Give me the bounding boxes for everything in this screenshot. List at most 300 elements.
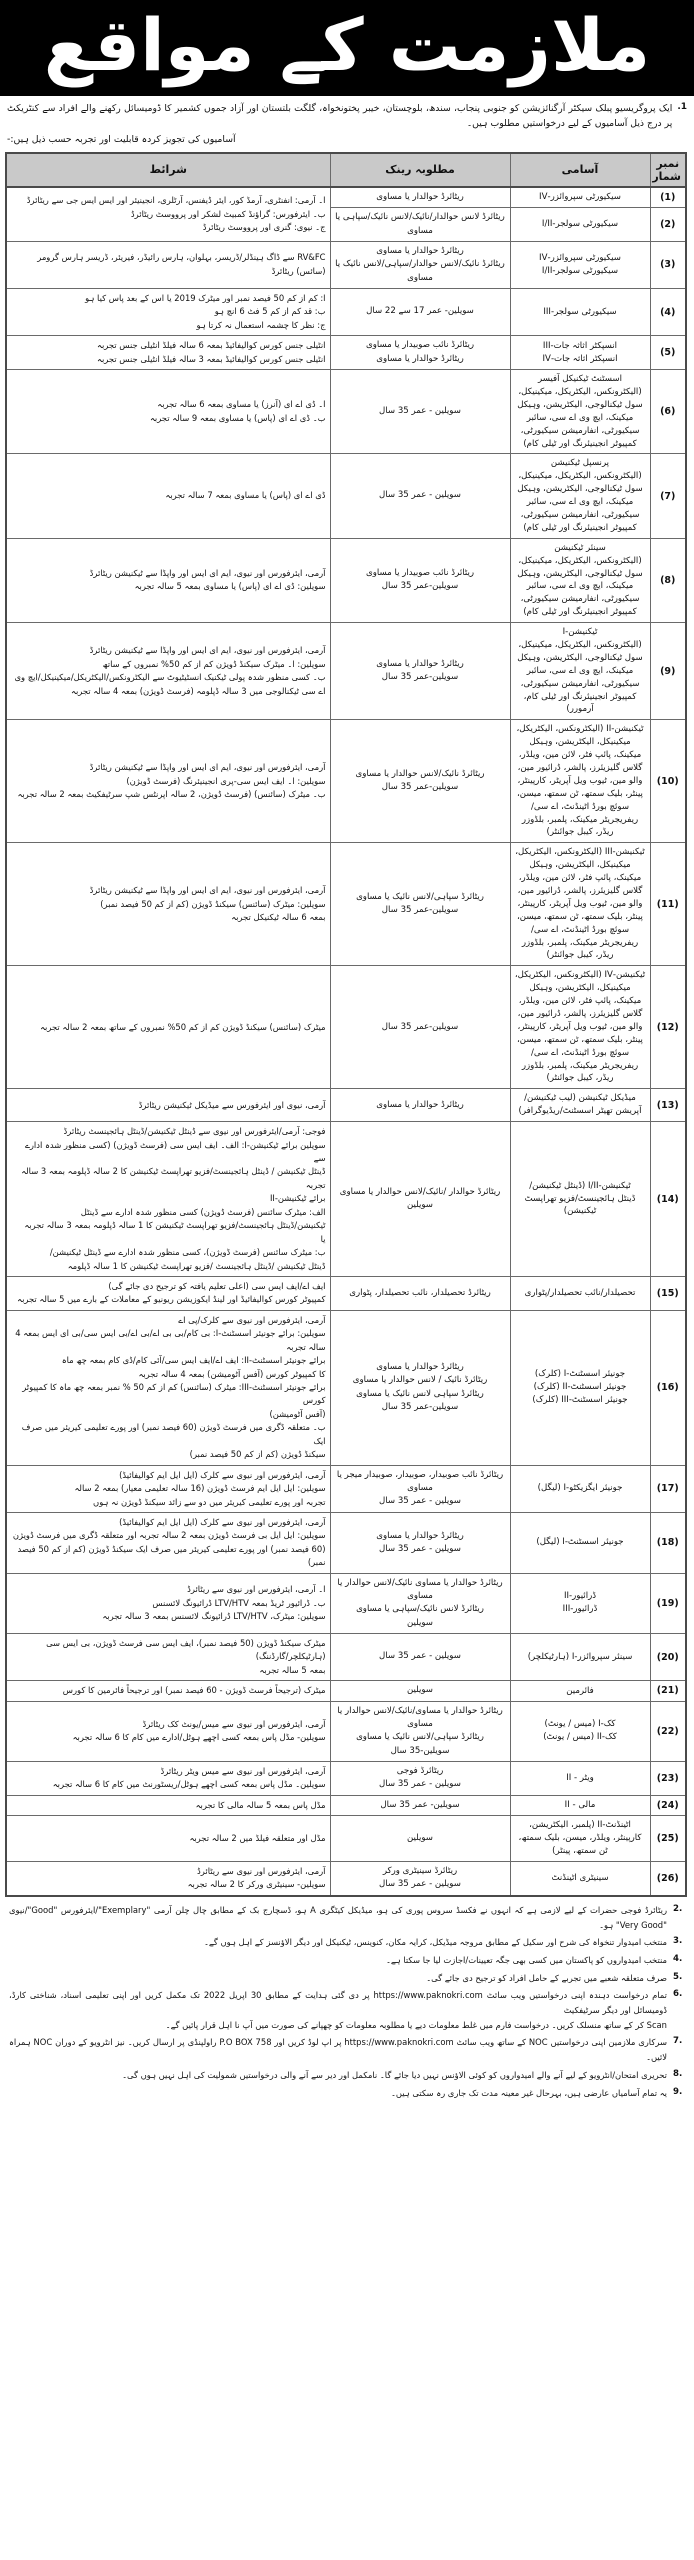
cell-post	[510, 370, 650, 454]
cell-post-line: فائرمین	[566, 1685, 594, 1696]
footer-note-text	[9, 1953, 667, 1968]
cell-serial: (12)	[650, 966, 686, 1089]
cell-serial: (24)	[650, 1795, 686, 1815]
cell-rank-line: ریٹائرڈ نائب صوبیدار یا مساوی	[365, 340, 475, 351]
cell-post-line: کک-II (میس / یونٹ)	[543, 1732, 617, 1743]
cell-rank-line: سویلین	[406, 1832, 433, 1843]
cell-serial: (5)	[650, 336, 686, 370]
footer-note	[9, 1953, 685, 1968]
cell-post-line: سیکیورٹی سولجر-I/II	[541, 219, 619, 230]
cell-post	[510, 336, 650, 370]
cell-post-line: سینئر ٹیکنیشن	[554, 542, 606, 553]
cell-conditions	[6, 1861, 330, 1895]
cell-post-line: ٹیکنیشن-I	[562, 627, 598, 638]
cell-conditions-line: ا۔ آرمی، ایئرفورس اور نیوی سے ریٹائرڈ	[187, 1584, 326, 1595]
footer-note-number: 9.	[673, 2086, 683, 2097]
cell-serial: (16)	[650, 1310, 686, 1465]
table-row	[6, 1276, 686, 1310]
table-row	[6, 1681, 686, 1701]
cell-serial: (3)	[650, 241, 686, 288]
cell-conditions-line: آرمی، نیوی اور ایئرفورس سے میڈیکل ٹیکنیشن ریٹائرڈ	[138, 1099, 326, 1110]
cell-serial: (23)	[650, 1761, 686, 1795]
cell-conditions-line: میٹرک (سائنس) سیکنڈ ڈویژن کم از کم 50% نمبروں کے ساتھ بمعہ 2 سالہ تجربہ	[40, 1021, 326, 1032]
cell-rank-line: سویلین - عمر 35 سال	[379, 490, 461, 501]
cell-conditions-line: ب۔ کسی منظور شدہ پولی ٹیکنیک انسٹیٹیوٹ سے الیکٹرونکس/الیکٹریکل/میکینیکل/ایچ وی اے سی ٹیکنالوجی میں 3 سالہ ڈپلومہ (فرسٹ ڈویژن) بمعہ 4 سالہ تجربہ	[14, 672, 326, 696]
cell-serial: (7)	[650, 454, 686, 538]
table-row	[6, 1512, 686, 1573]
cell-post-line: انسپکٹر اثاثہ جات-III	[542, 340, 618, 351]
cell-post-line: سینیٹری اٹینڈنٹ	[551, 1872, 609, 1883]
cell-post	[510, 1276, 650, 1310]
cell-rank	[330, 966, 510, 1089]
cell-rank-line: ریٹائرڈ حوالدار یا مساوی نائیک/لانس حوالدار یا مساوی	[337, 1577, 503, 1602]
cell-serial: (22)	[650, 1701, 686, 1761]
cell-conditions-line: ب۔ ڈی اے ای (پاس) یا مساوی بمعہ 9 سالہ تجربہ	[149, 412, 326, 423]
cell-rank-line: سویلین - عمر 35 سال	[379, 1496, 461, 1507]
cell-rank-line: سویلین - عمر 35 سال	[379, 1651, 461, 1662]
cell-serial: (10)	[650, 720, 686, 843]
cell-post-line: کک-I (میس / یونٹ)	[544, 1719, 616, 1730]
cell-rank	[330, 1861, 510, 1895]
table-row	[6, 336, 686, 370]
cell-conditions	[6, 1122, 330, 1277]
cell-post-line: ڈرائیور-II	[563, 1591, 597, 1602]
cell-conditions	[6, 1573, 330, 1633]
table-row	[6, 1795, 686, 1815]
cell-rank	[330, 187, 510, 208]
cell-conditions	[6, 1681, 330, 1701]
cell-post-line: ڈینٹل ہائجینسٹ/فزیو تھراپسٹ ٹیکنیشن)	[524, 1193, 636, 1217]
cell-post-line: (الیکٹرونکس، الیکٹریکل، میکینیکل، سول ٹیکنالوجی، الیکٹریشن، وہیکل میکینک، ایچ وی اے سی، سائبر سیکیورٹی، انفارمیشن سیکیورٹی، کمپیوٹر انجینیئرنگ اور ٹیلی کام)	[517, 386, 643, 449]
cell-post-line: (الیکٹرونکس، الیکٹریکل، میکینیکل، سول ٹیکنالوجی، الیکٹریشن، وہیکل میکینک، ایچ وی اے سی، سائبر سیکیورٹی، انفارمیشن سیکیورٹی، کمپیوٹر انجینیئرنگ اور ٹیلی کام، آرمورر)	[517, 639, 643, 715]
cell-conditions-line: ب۔ ایئرفورس: گراؤنڈ کمبیٹ لشکر اور پرووسٹ ریٹائرڈ	[130, 208, 326, 219]
cell-conditions-line: ا: کم از کم 50 فیصد نمبر اور میٹرک 2019 یا اس کے بعد پاس کیا ہو	[85, 292, 326, 303]
table-row	[6, 1761, 686, 1795]
table-row	[6, 843, 686, 966]
footer-note-line: تحریری امتحان/انٹرویو کے لیے آنے والے امیدواروں کو کوئی الاؤنس نہیں دیا جائے گا۔ نامکمل اور دیر سے آنے والی درخواستیں شمولیت کی اہل نہیں ہوں گی۔	[122, 2069, 667, 2080]
cell-conditions-line: سویلین۔ مڈل پاس بمعہ کسی اچھے ہوٹل/ریسٹورنٹ میں کام کا 6 سالہ تجربہ	[52, 1779, 326, 1790]
cell-conditions	[6, 720, 330, 843]
cell-post	[510, 1122, 650, 1277]
cell-rank	[330, 1310, 510, 1465]
cell-conditions-line: آرمی، ایئرفورس اور نیوی سے کلرک (ایل ایل ایم کوالیفائیڈ)	[119, 1516, 326, 1527]
cell-post-line: انسپکٹر اثاثہ جات-IV	[542, 353, 618, 364]
cell-post	[510, 538, 650, 622]
cell-conditions	[6, 1701, 330, 1761]
cell-conditions	[6, 370, 330, 454]
cell-rank-line: سویلین-35 سال	[390, 1745, 450, 1756]
cell-rank	[330, 1816, 510, 1862]
cell-conditions	[6, 288, 330, 335]
cell-rank	[330, 370, 510, 454]
cell-rank-line: سویلین-عمر 35 سال	[381, 672, 459, 683]
cell-rank	[330, 1633, 510, 1680]
cell-conditions	[6, 187, 330, 241]
cell-rank-line: سویلین	[406, 1617, 433, 1628]
intro-section	[0, 96, 694, 152]
cell-post	[510, 720, 650, 843]
cell-post-line: ٹیکنیشن-III (الیکٹرونکس، الیکٹریکل، میکینیکل، الیکٹریشن، وہیکل میکینک، پائپ فٹر، لائن مین، ویلڈر، گلاس گلیزیئرز، پالشر، ڈرائیور مین، والو مین، ٹیوب ویل آپریٹر، کارپینٹر، پینٹر، بلیک سمتھ، ٹن سمتھ، میسن، سوئچ بورڈ اٹینڈنٹ، اے سی/ریفریجریٹر میکینک، پلمبر، بلڈوزر ریڈر، کیبل جوائنٹر)	[515, 847, 645, 961]
cell-post-line: اسسٹنٹ ٹیکنیکل آفیسر	[537, 374, 622, 385]
cell-post	[510, 208, 650, 242]
cell-rank	[330, 1465, 510, 1512]
footer-note	[9, 1935, 685, 1950]
cell-rank-line: ریٹائرڈ سپاہی/لانس نائیک یا مساوی	[356, 892, 484, 903]
cell-conditions-line: سویلین: ایل ایل ایم فرسٹ ڈویژن (16 سالہ تعلیمی معیار) بمعہ 2 سالہ	[74, 1483, 326, 1494]
footer-note	[9, 1988, 685, 2032]
cell-conditions-line: آرمی، ایئرفورس اور نیوی سے کلرک (ایل ایل ایم کوالیفائیڈ)	[119, 1469, 326, 1480]
cell-post-line: جونیئر اسسٹنٹ-III (کلرک)	[532, 1395, 628, 1406]
table-row	[6, 370, 686, 454]
cell-serial: (21)	[650, 1681, 686, 1701]
cell-rank-line: ریٹائرڈ حوالدار /نائیک/لانس حوالدار یا مساوی	[339, 1186, 501, 1197]
intro-paragraph	[7, 101, 672, 147]
cell-serial: (19)	[650, 1573, 686, 1633]
col-header-rank: مطلوبہ رینک	[330, 153, 510, 187]
footer-note	[9, 2086, 685, 2101]
cell-conditions-line: ب: قد کم از کم 5 فٹ 6 انچ ہو	[214, 306, 326, 317]
footer-note-number: 4.	[673, 1953, 683, 1964]
cell-conditions	[6, 1310, 330, 1465]
cell-post-line: (الیکٹرونکس، الیکٹریکل، میکینیکل، سول ٹیکنالوجی، الیکٹریشن، وہیکل میکینک، ایچ وی اے سی، سائبر سیکیورٹی، انفارمیشن سیکیورٹی، کمپیوٹر انجینیئرنگ اور ٹیلی کام)	[517, 555, 643, 618]
cell-conditions-line: ا۔ ڈی اے ای (آنرز) یا مساوی بمعہ 6 سالہ تجربہ	[157, 399, 326, 410]
cell-post-line: ٹیکنیشن-I/II (ڈینٹل ٹیکنیشن/	[529, 1180, 631, 1191]
cell-post	[510, 1465, 650, 1512]
cell-conditions-line: ب۔ میٹرک (سائنس) (فرسٹ ڈویژن، 2 سالہ اپرنٹس شپ سرٹیفکیٹ بمعہ 2 سالہ تجربہ	[17, 789, 326, 800]
cell-conditions-line: سویلین: برائے جونیئر اسسٹنٹ-I: بی کام/بی بی اے/بی اے/بی ایس سی/بی ای ایس بمعہ 4 سالہ تجربہ	[15, 1328, 326, 1352]
footer-note-line: منتخب امیدواروں کو پاکستان میں کسی بھی جگہ تعیینات/اجازت لیا جا سکتا ہے۔	[385, 1954, 667, 1965]
cell-post	[510, 623, 650, 720]
cell-conditions-line: بمعہ 5 سالہ تجربہ	[259, 1664, 326, 1675]
cell-post-line: سیکیورٹی سپروائزر-IV	[539, 253, 621, 263]
footer-note	[9, 2068, 685, 2083]
table-header-row	[6, 153, 686, 187]
cell-conditions	[6, 336, 330, 370]
footer-note-number: 2.	[673, 1903, 683, 1914]
intro-line-2: آسامیوں کی تجویز کردہ قابلیت اور تجربہ حسب ذیل ہیں:-	[7, 133, 236, 145]
cell-post	[510, 1861, 650, 1895]
cell-rank	[330, 1512, 510, 1573]
cell-post	[510, 1681, 650, 1701]
cell-rank	[330, 843, 510, 966]
cell-post-line: (الیکٹرونکس، الیکٹریکل، میکینیکل، سول ٹیکنالوجی، الیکٹریشن، وہیکل میکینک، ایچ وی اے سی، سائبر سیکیورٹی، انفارمیشن سیکیورٹی، کمپیوٹر انجینیئرنگ اور ٹیلی کام)	[517, 471, 643, 533]
cell-post-line: ویٹر - II	[566, 1772, 594, 1783]
cell-conditions-line: سویلین: ا۔ میٹرک سیکنڈ ڈویژن کم از کم 50% نمبروں کے ساتھ	[102, 658, 326, 669]
table-row	[6, 1816, 686, 1862]
cell-conditions	[6, 1816, 330, 1862]
cell-conditions-line: سیکنڈ ڈویژن (کم از کم 50 فیصد نمبر)	[189, 1449, 326, 1460]
footer-note-line: یہ تمام آسامیاں عارضی ہیں، بہرحال غیر معینہ مدت تک جاری رہ سکتی ہیں۔	[391, 2087, 667, 2098]
cell-conditions-line: آرمی، ایئرفورس اور نیوی سے میس/یونٹ کک ریٹائرڈ	[142, 1718, 326, 1729]
footer-note-text	[9, 2068, 667, 2083]
cell-conditions	[6, 1512, 330, 1573]
intro-row	[7, 101, 687, 147]
cell-conditions-line: تجربہ اور پورے تعلیمی کیریئر میں دو سے زائد سیکنڈ ڈویژن نہ ہوں	[93, 1496, 326, 1507]
footer-note	[9, 1903, 685, 1932]
cell-conditions-line: آرمی، ایئرفورس اور نیوی سے ریٹائرڈ	[197, 1865, 326, 1876]
cell-post	[510, 966, 650, 1089]
cell-conditions-line: یا	[320, 1233, 326, 1244]
intro-number: 1.	[677, 102, 687, 112]
cell-conditions-line: بمعہ 6 سالہ ٹیکنیکل تجربہ	[231, 912, 326, 923]
table-row	[6, 1573, 686, 1633]
cell-conditions-line: ڈی اے ای (پاس) یا مساوی بمعہ 7 سالہ تجربہ	[165, 490, 326, 501]
cell-post-line: مالی - II	[564, 1800, 596, 1811]
footer-note-number: 8.	[673, 2068, 683, 2079]
cell-post	[510, 288, 650, 335]
footer-note-text	[9, 1903, 667, 1932]
footer-note-line: ریٹائرڈ فوجی حضرات کے لیے لازمی ہے کہ انہوں نے فکسڈ سروس پوری کی ہو، میڈیکل کیٹگری A ہو، ڈسچارج بک کے مطابق چال چلن آرمی "Exemplary"/ایئرفورس "Good"/نیوی "Very Good" ہو۔	[9, 1904, 667, 1930]
cell-rank	[330, 208, 510, 242]
table-row	[6, 1310, 686, 1465]
jobs-table	[5, 152, 687, 1897]
cell-serial: (26)	[650, 1861, 686, 1895]
cell-rank-line: ریٹائرڈ سینیٹری ورکر	[382, 1866, 458, 1877]
cell-conditions	[6, 1795, 330, 1815]
cell-conditions-line: سویلین: ا۔ ایف ایس سی-پری انجینیئرنگ (فرسٹ ڈویژن)	[126, 775, 326, 786]
cell-post	[510, 187, 650, 208]
cell-rank	[330, 241, 510, 288]
cell-conditions-line: ا۔ آرمی: انفنٹری، آرمڈ کور، ایئر ڈیفنس، آرٹلری، انجینیئر اور ایس ایس جی سے ریٹائرڈ	[26, 195, 326, 206]
footer-note	[9, 2035, 685, 2064]
cell-conditions	[6, 623, 330, 720]
cell-rank-line: سویلین	[406, 1685, 433, 1696]
cell-conditions-line: ج۔ نیوی: گنری اور پرووسٹ ریٹائرڈ	[202, 222, 326, 233]
cell-conditions-line: میٹرک (ترجیحاً فرسٹ ڈویژن - 60 فیصد نمبر) اور ترجیحاً فائرمین کا کورس	[62, 1685, 326, 1696]
cell-rank-line: ریٹائرڈ سپاہی/لانس نائیک یا مساوی	[356, 1732, 484, 1743]
cell-conditions	[6, 1276, 330, 1310]
footer-notes	[0, 1897, 694, 2560]
table-row	[6, 1701, 686, 1761]
cell-rank-line: ریٹائرڈ نائب صوبیدار، صوبیدار، صوبیدار میجر یا مساوی	[336, 1469, 504, 1494]
cell-conditions-line: ڈینٹل ٹیکنیشن /ڈینٹل ہائجینسٹ /فزیو تھراپسٹ ٹیکنیشن کا 1 سالہ ڈپلومہ	[67, 1260, 326, 1271]
cell-serial: (17)	[650, 1465, 686, 1512]
cell-post	[510, 1089, 650, 1122]
cell-post	[510, 1573, 650, 1633]
cell-rank-line: سویلین- عمر 17 سے 22 سال	[366, 306, 474, 317]
cell-conditions	[6, 1465, 330, 1512]
cell-rank	[330, 1795, 510, 1815]
cell-rank	[330, 1681, 510, 1701]
cell-rank-line: ریٹائرڈ نائیک/لانس حوالدار/سپاہی/لانس نائیک یا مساوی	[335, 259, 505, 283]
cell-conditions-line: (60 فیصد نمبر) اور پورے تعلیمی کیریئر میں صرف ایک سیکنڈ ڈویژن (کم از کم 50 فیصد نمبر)	[17, 1543, 326, 1568]
cell-rank-line: سویلین-عمر 35 سال	[381, 581, 459, 592]
cell-post-line: میڈیکل ٹیکنیشن (لیب ٹیکنیشن/	[524, 1093, 636, 1104]
cell-rank-line: ریٹائرڈ نائب صوبیدار یا مساوی	[365, 568, 475, 579]
cell-conditions-line: فوجی: آرمی/ایئرفورس اور نیوی سے ڈینٹل ٹیکنیشن/ڈینٹل ہائجینسٹ ریٹائرڈ	[63, 1126, 326, 1137]
cell-rank-line: سویلین-عمر 35 سال	[381, 1021, 459, 1032]
cell-conditions-line: آرمی، ایئرفورس اور نیوی سے میس ویٹر ریٹائرڈ	[160, 1765, 326, 1776]
cell-conditions	[6, 1761, 330, 1795]
cell-serial: (4)	[650, 288, 686, 335]
cell-rank-line: سویلین - عمر 35 سال	[379, 1779, 461, 1790]
cell-rank-line: سویلین- عمر 35 سال	[380, 1799, 460, 1810]
cell-rank-line: سویلین-عمر 35 سال	[381, 905, 459, 916]
cell-conditions-line: آرمی، ایئرفورس اور نیوی، ایم ای ایس اور واپڈا سے ٹیکنیشن ریٹائرڈ	[89, 885, 326, 896]
cell-conditions-line: ب۔ متعلقہ ڈگری میں فرسٹ ڈویژن (60 فیصد نمبر) اور پورے تعلیمی کیریئر میں صرف ایک	[21, 1422, 326, 1446]
cell-conditions-line: ج: نظر کا چشمہ استعمال نہ کرتا ہو	[196, 319, 326, 330]
cell-serial: (2)	[650, 208, 686, 242]
cell-conditions-line: مڈل اور متعلقہ فیلڈ میں 2 سالہ تجربہ	[189, 1832, 326, 1843]
cell-serial: (13)	[650, 1089, 686, 1122]
cell-rank-line: سویلین - عمر 35 سال	[379, 1879, 461, 1890]
cell-conditions-line: سویلین: ڈی اے ای (پاس) یا مساوی بمعہ 5 سالہ تجربہ	[134, 581, 326, 592]
table-body	[6, 187, 686, 1896]
cell-post	[510, 1512, 650, 1573]
cell-post	[510, 454, 650, 538]
cell-serial: (11)	[650, 843, 686, 966]
cell-conditions-line: میٹرک سیکنڈ ڈویژن (50 فیصد نمبر)، ایف ایس سی فرسٹ ڈویژن، بی ایس سی (ہارٹیکلچر/گارڈننگ)	[46, 1637, 326, 1662]
cell-conditions-line: آرمی، ایئرفورس اور نیوی، ایم ای ایس اور واپڈا سے ٹیکنیشن ریٹائرڈ	[89, 567, 326, 578]
cell-rank-line: ریٹائرڈ تحصیلدار، نائب تحصیلدار، پٹواری	[349, 1287, 491, 1298]
cell-rank	[330, 1761, 510, 1795]
footer-note-text	[9, 2035, 667, 2064]
cell-conditions	[6, 1633, 330, 1680]
cell-conditions-line: آرمی، ایئرفورس اور نیوی، ایم ای ایس اور واپڈا سے ٹیکنیشن ریٹائرڈ	[89, 645, 326, 656]
footer-note-number: 5.	[673, 1971, 683, 1982]
cell-post-line: سیکیورٹی سولجر-III	[543, 306, 617, 317]
footer-note-line: Scan کر کے ساتھ منسلک کریں۔ درخواست فارم میں غلط معلومات دیے یا مطلوبہ معلومات کو چھپانے کی صورت میں آپ نا اہل قرار پائیں گے۔	[165, 2019, 667, 2030]
cell-conditions-line: سویلین: میٹرک (سائنس) سیکنڈ ڈویژن (کم از کم 50 فیصد نمبر)	[100, 898, 326, 909]
cell-post	[510, 1761, 650, 1795]
table-row	[6, 1633, 686, 1680]
cell-post-line: جونیئر اسسٹنٹ-I (لیگل)	[536, 1537, 624, 1548]
cell-serial: (20)	[650, 1633, 686, 1680]
page-title: ملازمت کے مواقع	[43, 3, 651, 87]
cell-rank-line: ریٹائرڈ فوجی	[396, 1766, 444, 1777]
cell-conditions-line: برائے جونیئر اسسٹنٹ-II: ایف اے/ایف ایس سی/آئی کام/ڈی کام بمعہ چھ ماہ	[61, 1355, 326, 1366]
cell-conditions	[6, 966, 330, 1089]
footer-note-number: 3.	[673, 1936, 683, 1947]
cell-rank	[330, 1089, 510, 1122]
cell-serial: (6)	[650, 370, 686, 454]
cell-post	[510, 843, 650, 966]
cell-post-line: ڈرائیور-III	[562, 1604, 598, 1615]
col-header-conditions: شرائط	[6, 153, 330, 187]
cell-rank-line: ریٹائرڈ لانس حوالدار/نائیک/لانس نائیک/سپاہی یا مساوی	[335, 212, 505, 236]
cell-conditions-line: سویلین برائے ٹیکنیشن-I: الف۔ ایف ایس سی (فرسٹ ڈویژن) (کسی منظور شدہ ادارے سے	[24, 1139, 326, 1164]
cell-conditions-line: آرمی، ایئرفورس اور نیوی سے کلرک/پی اے	[178, 1314, 326, 1325]
cell-rank-line: ریٹائرڈ حوالدار یا مساوی	[376, 1362, 464, 1373]
cell-post-line: پرنسپل ٹیکنیشن	[550, 458, 610, 469]
cell-conditions-line: (آفس آٹومیشن)	[269, 1408, 326, 1419]
cell-post-line: سیکیورٹی سولجر-I/II	[541, 265, 619, 276]
cell-conditions-line: ب۔ ڈرائیور ٹریڈ بمعہ LTV/HTV ڈرائیونگ لائسنس	[152, 1597, 326, 1608]
cell-post-line: آپریشن تھیٹر اسسٹنٹ/ریڈیوگرافر)	[518, 1106, 642, 1117]
cell-rank	[330, 454, 510, 538]
cell-serial: (18)	[650, 1512, 686, 1573]
table-row	[6, 1465, 686, 1512]
cell-rank-line: سویلین-عمر 35 سال	[381, 1402, 459, 1413]
cell-conditions-line: سویلین: ایل ایل بی فرسٹ ڈویژن بمعہ 2 سالہ تجربہ اور متعلقہ ڈگری میں فرسٹ ڈویژن	[12, 1530, 326, 1541]
cell-conditions-line: انٹیلی جنس کورس کوالیفائیڈ بمعہ 6 سالہ فیلڈ انٹیلی جنس تجربہ	[97, 340, 326, 351]
cell-post-line: اٹینڈنٹ-II (پلمبر، الیکٹریشن، کارپینٹر، ویلڈر، میسن، بلیک سمتھ، ٹن سمتھ، پینٹر)	[518, 1820, 642, 1857]
cell-conditions	[6, 241, 330, 288]
cell-serial: (1)	[650, 187, 686, 208]
cell-conditions-line: ب: میٹرک سائنس (فرسٹ ڈویژن)، کسی منظور شدہ ادارے سے ڈینٹل ٹیکنیشن/	[49, 1247, 326, 1258]
footer-note-text	[9, 1971, 667, 1986]
cell-conditions-line: سویلین- مڈل پاس بمعہ کسی اچھے ہوٹل/ادارے میں کام کا 6 سالہ تجربہ	[72, 1732, 326, 1743]
cell-conditions	[6, 538, 330, 622]
cell-conditions-line: مڈل پاس بمعہ 5 سالہ مالی کا تجربہ	[195, 1799, 326, 1810]
table-row	[6, 1122, 686, 1277]
footer-note-text	[9, 2086, 667, 2101]
cell-post	[510, 1816, 650, 1862]
cell-conditions-line: الف: میٹرک سائنس (فرسٹ ڈویژن) کسی منظور شدہ ادارے سے ڈینٹل	[80, 1206, 326, 1217]
cell-post	[510, 1795, 650, 1815]
cell-rank-line: سویلین	[406, 1200, 433, 1211]
footer-note-text	[9, 1935, 667, 1950]
table-row	[6, 1861, 686, 1895]
cell-conditions-line: کا کمپیوٹر کورس (آفس آٹومیشن) بمعہ 4 سالہ تجربہ	[138, 1368, 326, 1379]
cell-post	[510, 1633, 650, 1680]
cell-rank-line: ریٹائرڈ نائیک / لانس حوالدار یا مساوی	[352, 1375, 488, 1386]
cell-post	[510, 1701, 650, 1761]
cell-post-line: سینئر سپروائزر-I (ہارٹیکلچر)	[527, 1651, 633, 1662]
cell-serial: (9)	[650, 623, 686, 720]
cell-rank-line: ریٹائرڈ حوالدار یا مساوی	[376, 353, 464, 364]
cell-rank-line: ریٹائرڈ حوالدار یا مساوی	[376, 1099, 464, 1110]
cell-conditions-line: ڈینٹل ٹیکنیشن / ڈینٹل ہائجینسٹ/فزیو تھراپسٹ ٹیکنیشن کا 2 سالہ ڈپلومہ بمعہ 3 سالہ تجربہ	[21, 1166, 326, 1190]
cell-post-line: ٹیکنیشن-II (الیکٹرونکس، الیکٹریکل، میکینیکل، الیکٹریشن، وہیکل میکینک، پائپ فٹر، لائن مین، ویلڈر، گلاس گلیزیئرز، پالشر، ڈرائیور مین، والو مین، ٹیوب ویل آپریٹر، کارپینٹر، پینٹر، بلیک سمتھ، ٹن سمتھ، میسن، سوئچ بورڈ اٹینڈنٹ، اے سی/ریفریجریٹر میکینک، پلمبر، بلڈوزر ریڈر، کیبل جوائنٹر)	[516, 724, 644, 838]
cell-conditions-line: برائے ٹیکنیشن-II	[269, 1193, 326, 1204]
table-head	[6, 153, 686, 187]
masthead-banner	[0, 0, 694, 96]
cell-post-line: سیکیورٹی سپروائزر-IV	[539, 192, 621, 203]
table-row	[6, 454, 686, 538]
table-row	[6, 241, 686, 288]
footer-note-number: 7.	[673, 2036, 683, 2047]
cell-rank-line: سویلین - عمر 35 سال	[379, 406, 461, 417]
cell-post-line: ٹیکنیشن-IV (الیکٹرونکس، الیکٹریکل، میکینیکل، الیکٹریشن، وہیکل میکینک، پائپ فٹر، لائن مین، ویلڈر، گلاس گلیزیئرز، پالشر، ڈرائیور مین، والو مین، ٹیوب ویل آپریٹر، کارپینٹر، پینٹر، بلیک سمتھ، ٹن سمتھ، میسن، سوئچ بورڈ اٹینڈنٹ، اے سی/ریفریجریٹر میکینک، پلمبر، بلڈوزر ریڈر، کیبل جوائنٹر)	[514, 970, 646, 1084]
cell-conditions-line: کمپیوٹر کورس کوالیفائیڈ اور لینڈ ایکوزیشن ریونیو کے معاملات کے بارے میں 5 سالہ تجربہ	[17, 1294, 326, 1305]
cell-rank-line: ریٹائرڈ حوالدار یا مساوی	[376, 658, 464, 669]
cell-conditions-line: RV&FC سے ڈاگ ہینڈلر/ڈریسر، بہلوان، ہارس رائیڈر، فیریئر، ڈریسر ہارس گرومر (سائس) ریٹائرڈ	[37, 252, 326, 276]
footer-note-line: منتخب امیدوار تنخواہ کی شرح اور سکیل کے مطابق مروجہ میڈیکل، کرایہ مکان، کنوینس، ٹیکنیکل اور دیگر الاؤنسز کے اہل ہوں گے۔	[204, 1937, 667, 1948]
footer-note-line: تمام درخواست دہندہ اپنی درخواستیں ویب سائٹ https://www.paknokri.com پر دی گئی ہدایت کے مطابق 30 اپریل 2022 تک مکمل کریں اور اپنی تعلیمی اسناد، شناختی کارڈ، ڈومیسائل اور دیگر سرٹیفکیٹ	[9, 1990, 667, 2016]
cell-rank-line: ریٹائرڈ حوالدار یا مساوی	[376, 245, 464, 256]
table-row	[6, 187, 686, 208]
cell-rank	[330, 1573, 510, 1633]
cell-post-line: جونیئر اسسٹنٹ-II (کلرک)	[533, 1382, 627, 1393]
table-row	[6, 623, 686, 720]
cell-serial: (15)	[650, 1276, 686, 1310]
cell-rank-line: ریٹائرڈ حوالدار یا مساوی/نائیک/لانس حوالدار یا مساوی	[337, 1705, 503, 1730]
cell-conditions-line: سویلین- سینیٹری ورکر کا 2 سالہ تجربہ	[187, 1879, 326, 1890]
cell-conditions-line: انٹیلی جنس کورس کوالیفائیڈ بمعہ 3 سالہ فیلڈ انٹیلی جنس تجربہ	[97, 353, 326, 364]
cell-rank-line: سویلین - عمر 35 سال	[379, 1543, 461, 1554]
table-row	[6, 1089, 686, 1122]
col-header-post: آسامی	[510, 153, 650, 187]
cell-rank-line: ریٹائرڈ سپاہی لانس نائیک یا مساوی	[356, 1388, 484, 1399]
cell-rank-line: ریٹائرڈ حوالدار یا مساوی	[376, 191, 464, 202]
cell-conditions	[6, 454, 330, 538]
footer-note-line: صرف متعلقہ شعبے میں تجربے کے حامل افراد کو ترجیح دی جائے گی۔	[426, 1972, 667, 1983]
cell-serial: (8)	[650, 538, 686, 622]
cell-conditions	[6, 1089, 330, 1122]
cell-rank	[330, 288, 510, 335]
cell-post	[510, 1310, 650, 1465]
table-row	[6, 288, 686, 335]
cell-rank-line: سویلین-عمر 35 سال	[381, 782, 459, 793]
intro-line-1: ایک پروگریسیو پبلک سیکٹر آرگنائزیشن کو جنوبی پنجاب، سندھ، بلوچستان، خیبر پختونخواہ، گلگت بلتستان اور آزاد جموں کشمیر کا ڈومیسائل رکھنے والے افراد سے کنٹریکٹ پر درج ذیل آسامیوں کے لیے درخواستیں مطلوب ہیں۔	[7, 103, 673, 130]
cell-post	[510, 241, 650, 288]
cell-post-line: تحصیلدار/نائب تحصیلدار/پٹواری	[524, 1287, 636, 1298]
cell-rank	[330, 1276, 510, 1310]
cell-rank	[330, 623, 510, 720]
cell-rank-line: ریٹائرڈ حوالدار یا مساوی	[376, 1530, 464, 1541]
footer-note-text	[9, 1988, 667, 2032]
